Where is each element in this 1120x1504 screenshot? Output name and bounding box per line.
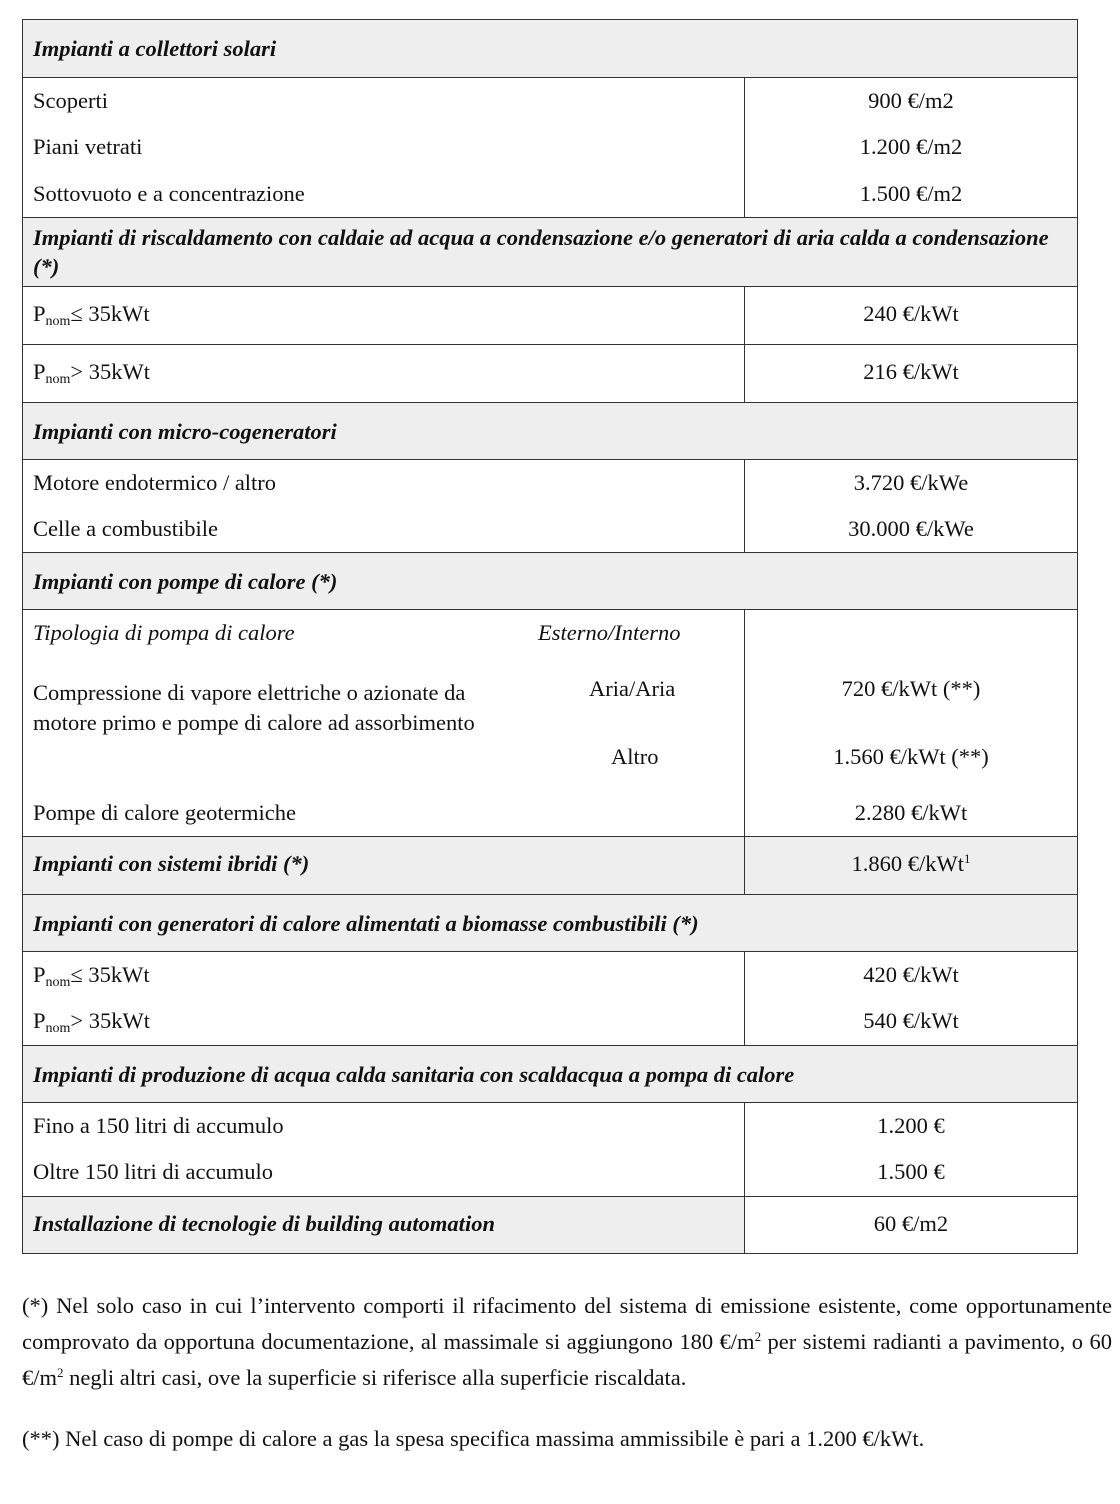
section-title: Impianti con sistemi ibridi (*) [33,851,310,876]
section-title: Impianti di riscaldamento con caldaie ad acqua a condensazione e/o generatori di aria calda a condensazione (*) [33,225,1049,279]
value-cell [745,287,1078,344]
row-label: Oltre 150 litri di accumulo [33,1159,273,1184]
label-cell [23,1197,745,1253]
row-value: 540 €/kWt [863,1008,959,1033]
section-body-heatpumps [23,610,1078,837]
section-header-dhw [23,1046,1078,1103]
automation-value: 60 €/m2 [873,1211,949,1236]
row-label: Celle a combustibile [33,516,218,541]
value-cell [745,460,1078,552]
label-cell [23,837,745,894]
power-label: $P_{nom}\le 35kWt$ [33,301,150,329]
section-title: Impianti con generatori di calore alimentati a biomasse combustibili (*) [33,910,699,936]
row-label: Fino a 150 litri di accumulo [33,1113,284,1138]
section-header-heatpumps [23,553,1078,610]
row-value: 240 €/kWt [863,301,959,326]
row-label: Sottovuoto e a concentrazione [33,181,305,206]
value-cell [745,610,1078,836]
row-value: 1.200 € [877,1113,945,1138]
section-title: Impianti di produzione di acqua calda sanitaria con scaldacqua a pompa di calore [33,1061,795,1087]
compression-label: Compressione di vapore elettriche o azionate da motore primo e pompe di calore ad assorbimento [33,680,475,735]
footnote-marker: 1 [964,851,971,866]
section-body-biomass [23,952,1078,1046]
table-row [23,287,1078,345]
section-header-biomass [23,895,1078,952]
table-row [23,345,1078,403]
row-value: 1.500 € [877,1159,945,1184]
row-value: 30.000 €/kWe [848,516,974,541]
value-cell [745,78,1078,217]
row-label: Scoperti [33,88,108,113]
column-heading-ext-int: Esterno/Interno [538,620,681,645]
row-value: 216 €/kWt [863,359,959,384]
section-header-micro [23,403,1078,460]
section-body-dhw [23,1103,1078,1197]
cost-table [22,19,1078,1254]
section-title: Impianti con pompe di calore (*) [33,568,338,594]
geo-value: 2.280 €/kWt [854,800,968,825]
section-body-micro [23,460,1078,553]
section-title: Impianti a collettori solari [33,36,277,61]
footnote-single-asterisk: (*) Nel solo caso in cui l’intervento comporti il rifacimento del sistema di emissione esistente, come opportunamente comprovato da opportuna documentazione, al massimale si aggiungono 180 $€/m^2$ per sistemi radianti a pavimento, o 60 $€/m^2$ negli altri casi, ove la superficie si riferisce alla superficie riscaldata. [22,1293,1112,1390]
power-label: $P_{nom}> 35kWt$ [33,1008,150,1036]
altro-label: Altro [611,744,659,769]
row-value: 420 €/kWt [863,962,959,987]
section-row-automation [23,1197,1078,1254]
section-body-solar [23,78,1078,218]
value-cell [745,837,1078,894]
label-cell [23,610,745,836]
label-cell [23,460,745,552]
column-heading-type: Tipologia di pompa di calore [33,620,295,645]
row-value: 900 €/m2 [868,88,954,113]
label-cell [23,345,745,402]
geo-label: Pompe di calore geotermiche [33,800,297,825]
aria-value: 720 €/kWt (**) [841,676,981,701]
label-cell [23,952,745,1045]
row-value: 1.200 €/m2 [859,134,963,159]
value-cell [745,1103,1078,1196]
power-label: $P_{nom}\le 35kWt$ [33,962,150,990]
section-title: Impianti con micro-cogeneratori [33,418,337,444]
label-cell [23,1103,745,1196]
hybrid-value: 1.860 €/kWt$^1$ [851,851,971,876]
value-cell [745,345,1078,402]
footnote-double-asterisk: (**) Nel caso di pompe di calore a gas la spesa specifica massima ammissibile è pari a 1.200 €/kWt. [22,1426,925,1451]
label-cell [23,287,745,344]
value-cell [745,1197,1078,1253]
section-header-solar [23,20,1078,78]
row-value: 3.720 €/kWe [853,470,969,495]
label-cell [23,78,745,217]
value-cell [745,952,1078,1045]
power-label: $P_{nom}> 35kWt$ [33,359,150,387]
aria-label: Aria/Aria [589,676,676,701]
row-label: Piani vetrati [33,134,143,159]
altro-value: 1.560 €/kWt (**) [833,744,989,769]
section-title: Installazione di tecnologie di building automation [33,1211,495,1236]
row-label: Motore endotermico / altro [33,470,277,495]
section-header-boilers [23,218,1078,287]
section-row-hybrid [23,837,1078,895]
row-value: 1.500 €/m2 [859,181,963,206]
